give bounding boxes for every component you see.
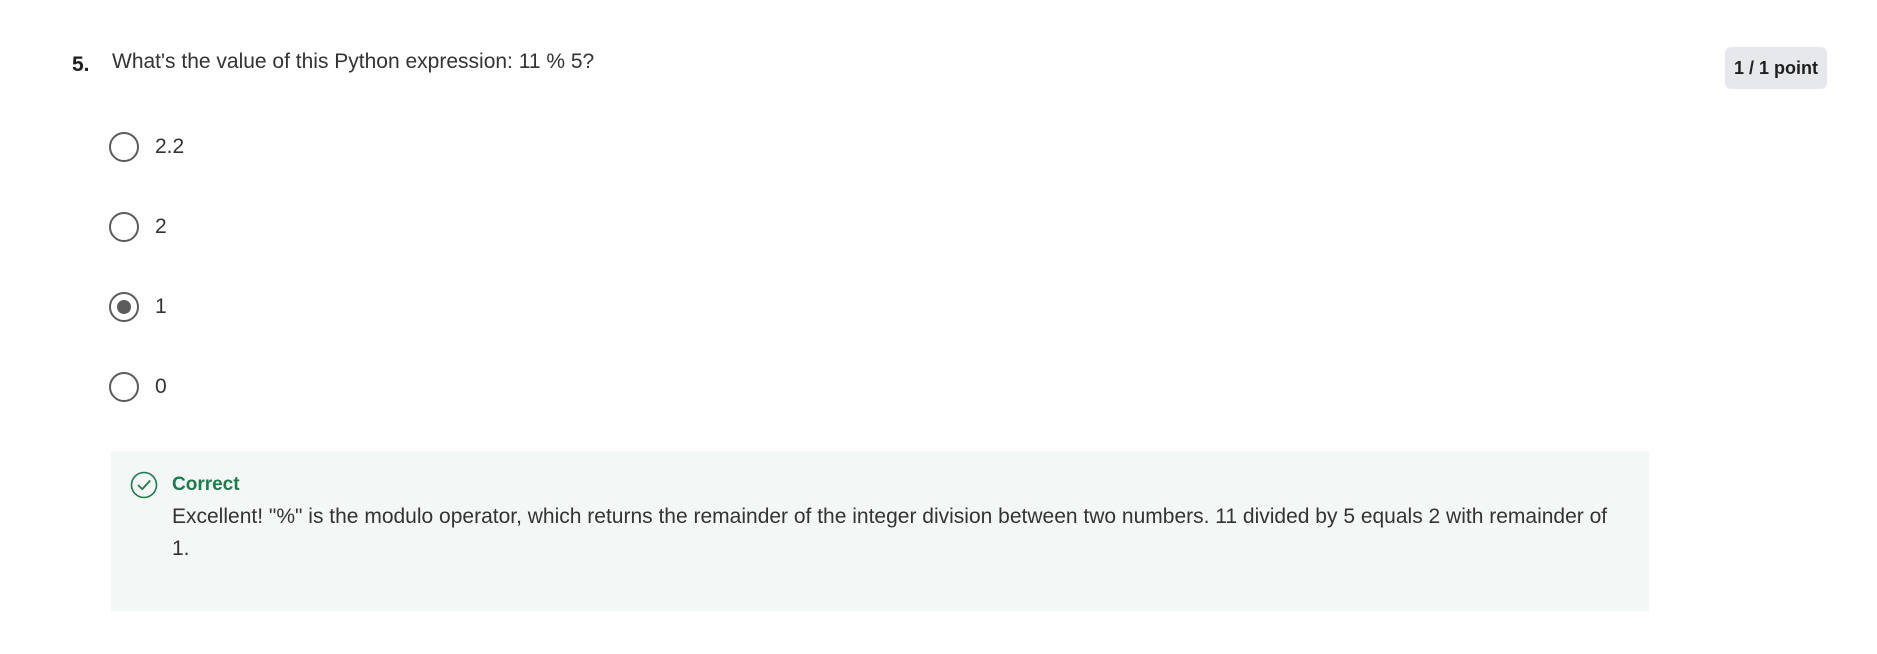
option-label: 2 [155, 215, 167, 238]
question-text: What's the value of this Python expression: 11 % 5? [112, 50, 595, 73]
feedback-message: Excellent! "%" is the modulo operator, which returns the remainder of the integer division between two numbers. 11 divided by 5 equals 2 with remainder of 1. [172, 505, 1608, 560]
option-2[interactable] [109, 210, 167, 244]
question-number: 5. [72, 53, 90, 76]
option-label: 1 [155, 295, 167, 318]
points-badge: 1 / 1 point [1725, 47, 1827, 89]
option-label: 0 [155, 375, 167, 398]
feedback-status: Correct [172, 474, 240, 495]
option-2-2[interactable] [109, 130, 184, 164]
radio-button-selected[interactable] [109, 292, 139, 322]
check-circle-icon [130, 471, 158, 499]
radio-button[interactable] [109, 132, 139, 162]
option-label: 2.2 [155, 135, 185, 158]
option-0[interactable] [109, 370, 167, 404]
radio-button[interactable] [109, 372, 139, 402]
radio-button[interactable] [109, 212, 139, 242]
feedback-panel [111, 451, 1649, 611]
option-1[interactable] [109, 290, 167, 324]
